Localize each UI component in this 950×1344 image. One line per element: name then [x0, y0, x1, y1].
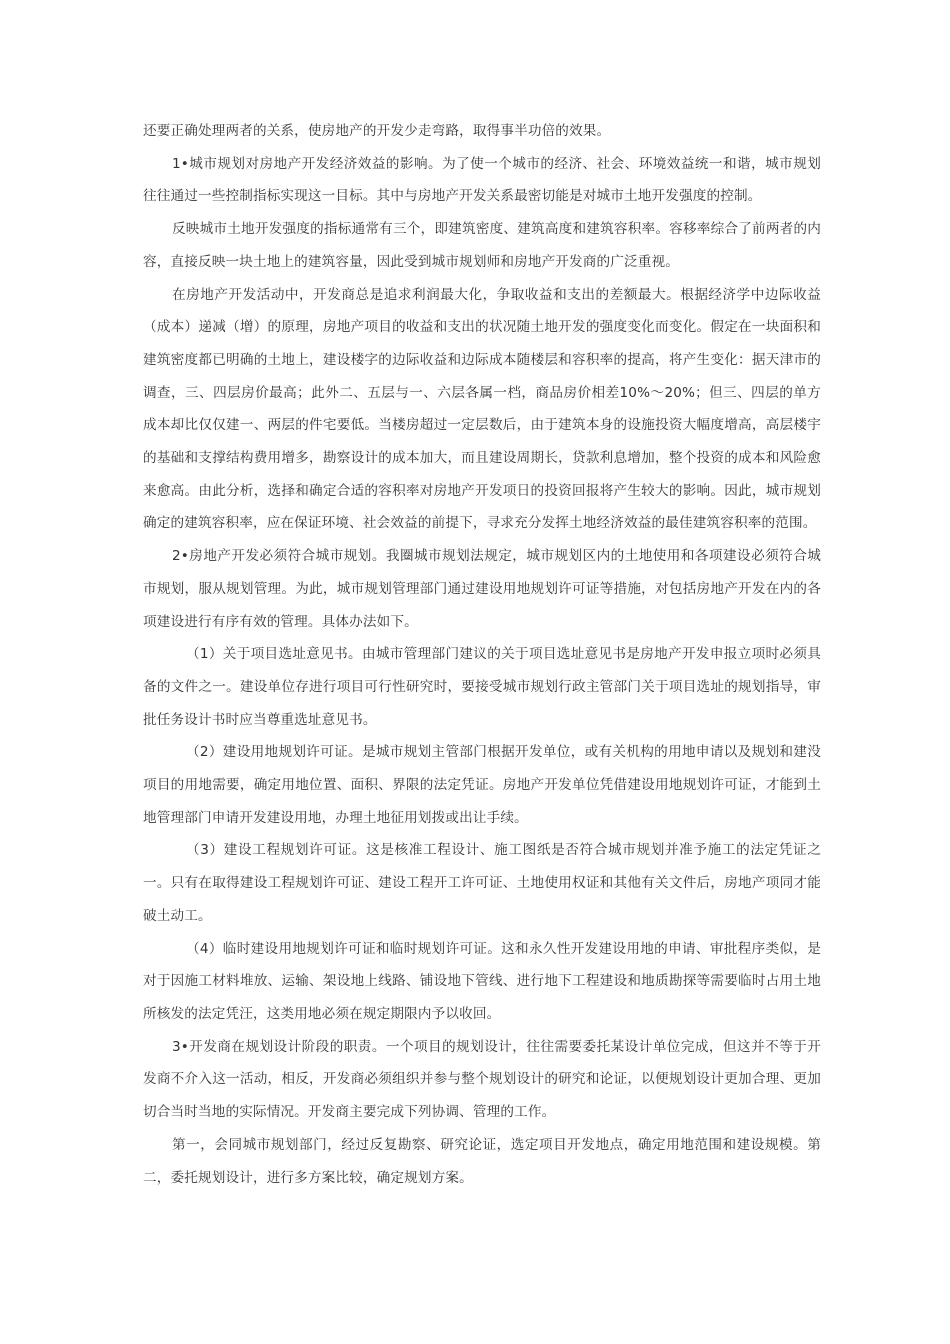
document-body [143, 115, 821, 1194]
paragraph-developer-tasks: 第一，会同城市规划部门，经过反复勘察、研究论证，选定项目开发地点，确定用地范围和建设规模。第二，委托规划设计，进行多方案比较，确定规划方案。 [143, 1136, 821, 1186]
paragraph-density-indicators: 反映城市土地开发强度的指标通常有三个，即建筑密度、建筑高度和建筑容积率。容移率综合了前两者的内容，直接反映一块土地上的建筑容量，因此受到城市规划师和房地产开发商的广泛重视。 [143, 221, 821, 270]
paragraph-section-2: 2•房地产开发必须符合城市规划。我圈城市规划法规定，城市规划区内的土地使用和各项建设必须符合城市规划，服从规划管理。为此，城市规划管理部门通过建设用地规划许可证等措施，对包括房地产开发在内的各项建设进行有序有效的管理。具体办法如下。 [143, 548, 821, 630]
paragraph-section-1: 1•城市规划对房地产开发经济效益的影响。为了使一个城市的经济、社会、环境效益统一和谐，城市规划往往通过一些控制指标实现这一目标。其中与房地产开发关系最密切能是对城市土地开发强度的控制。 [143, 155, 821, 205]
paragraph-marginal-analysis: 在房地产开发活动中，开发商总是追求利润最大化，争取收益和支出的差额最大。根据经济学中边际收益（成本）递减（增）的原理，房地产项目的收益和支出的状况随土地开发的强度变化而变化。假定在一块面积和建筑密度都已明确的土地上，建设楼字的边际收益和边际成本随楼层和容积率的提高，将产生变化：据天津市的调查，三、四层房价最高；此外二、五层与一、六层各属一档，商品房价相差10%〜20%；但三、四层的单方成本却比仅仅建一、两层的件宅要低。当楼房超过一定层数后，由于建筑本身的设施投资大幅度增高，高层楼宇的基础和支撑结构费用增多，勘察设计的成本加大，而且建设周期长，贷款利息增加，整个投资的成本和风险愈来愈高。由此分析，选择和确定合适的容积率对房地产开发项日的投资回报将产生较大的影响。因此，城市规划确定的建筑容积率，应在保证环境、社会效益的前提下，寻求充分发挥土地经济效益的最佳建筑容积率的范围。 [143, 286, 821, 532]
paragraph-item-1: （1）关于项目选址意见书。由城市管理部门建议的关于项目选址意见书是房地产开发申报立项时必须具备的文件之一。建设单位存进行项目可行性研究时，要接受城市规划行政主管部门关于项目选址的规划指导，审批任务设计书时应当尊重选址意见书。 [143, 646, 821, 728]
paragraph-item-2: （2）建设用地规划许可证。是城市规划主管部门根据开发单位，或有关机构的用地申请以及规划和建没项目的用地需要，确定用地位置、面积、界限的法定凭证。房地产开发单位凭借建设用地规划许可证，才能到土地管理部门申请开发建设用地，办理土地征用划拨或出让手续。 [143, 744, 821, 826]
paragraph-continuation: 还要正确处理两者的关系，使房地产的开发少走弯路，取得事半功倍的效果。 [143, 123, 611, 139]
paragraph-item-4: （4）临时建设用地规划许可证和临时规划许可证。这和永久性开发建设用地的申请、审批程序类似，是对于因施工材料堆放、运输、架设地上线路、铺设地下管线、进行地下工程建设和地质勘探等需要临时占用土地所核发的法定凭汪，这类用地必须在规定期限内予以收回。 [143, 940, 821, 1022]
paragraph-section-3: 3•开发商在规划设计阶段的职责。一个项目的规划设计，往往需要委托某设计单位完成，但这并不等于开发商不介入这一活动，相反，开发商必须组织并参与整个规划设计的研究和论证，以便规划设计更加合理、更加切合当时当地的实际情况。开发商主要完成下列协调、管理的工作。 [143, 1038, 821, 1121]
paragraph-item-3: （3）建设工程规划许可证。这是核准工程设计、施工图纸是否符合城市规划并准予施工的法定凭证之一。只有在取得建设工程规划许可证、建设工程开工许可证、土地使用权证和其他有关文件后，房地产项同才能破土动工。 [143, 842, 821, 924]
